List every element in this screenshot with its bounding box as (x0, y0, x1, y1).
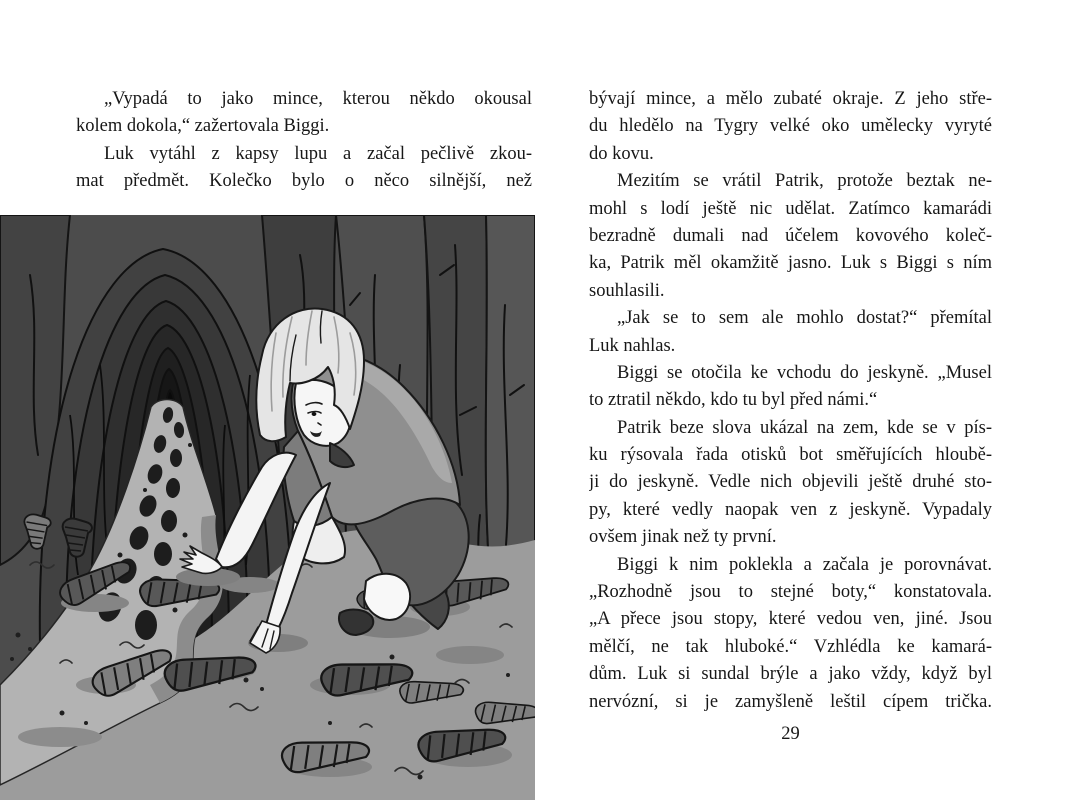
text-line: to ztratil někdo, kdo tu byl před námi.“ (589, 390, 878, 411)
text-line: „Vypadá to jako mince, kterou někdo okousal (104, 89, 532, 109)
text-line: py, které vedly naopak ven z jeskyně. Vypadaly (589, 499, 992, 520)
text-line: „Rozhodně jsou to stejné boty,“ konstatovala. (589, 582, 992, 603)
text-line: Mezitím se vrátil Patrik, protože beztak ne- (617, 171, 992, 192)
right-text-column (589, 86, 992, 716)
text-line: kolem dokola,“ zažertovala Biggi. (76, 116, 330, 137)
text-line: Biggi se otočila ke vchodu do jeskyně. „Musel (617, 362, 992, 383)
text-line: ka, Patrik měl okamžitě jasno. Luk s Biggi s ním (589, 253, 992, 274)
text-line: souhlasili. (589, 280, 665, 301)
page-number: 29 (781, 724, 800, 744)
text-line: „A přece jsou stopy, které vedou ven, jiné. Jsou (589, 609, 992, 630)
text-line: mělčí, ne tak hluboké.“ Vzhlédla ke kamará- (589, 636, 992, 657)
text-line: bezradně dumali nad účelem kovového koleč- (589, 225, 992, 246)
text-line: mohl s lodí ještě nic udělat. Zatímco kamarádi (589, 198, 992, 219)
text-line: Patrik beze slova ukázal na zem, kde se v pís- (617, 417, 992, 438)
text-line: Biggi k nim poklekla a začala je porovnávat. (617, 554, 992, 575)
text-line: mat předmět. Kolečko bylo o něco silnější, než (76, 171, 532, 192)
text-line: dům. Luk si sundal brýle a jako vždy, když byl (589, 664, 992, 685)
text-line: ku rýsovala řada otisků bot směřujících hloubě- (589, 445, 992, 466)
text-line: nervózní, si je zamyšleně leštil cípem trička. (589, 691, 992, 712)
text-line: Luk vytáhl z kapsy lupu a začal pečlivě zkou- (104, 143, 532, 164)
text-line: ji do jeskyně. Vedle nich objevili ještě druhé sto- (589, 472, 992, 493)
text-line: „Jak se to sem ale mohlo dostat?“ přemítal (617, 308, 992, 329)
left-text-column (76, 86, 532, 196)
text-line: bývají mince, a mělo zubaté okraje. Z jeho stře- (589, 89, 992, 109)
cave-illustration-svg (0, 215, 535, 800)
text-line: Luk nahlas. (589, 335, 676, 356)
text-line: do kovu. (589, 143, 654, 164)
text-line: du hledělo na Tygry velké oko umělecky vyryté (589, 116, 992, 137)
text-line: ovšem jinak než ty první. (589, 527, 777, 548)
cave-illustration (0, 215, 535, 800)
